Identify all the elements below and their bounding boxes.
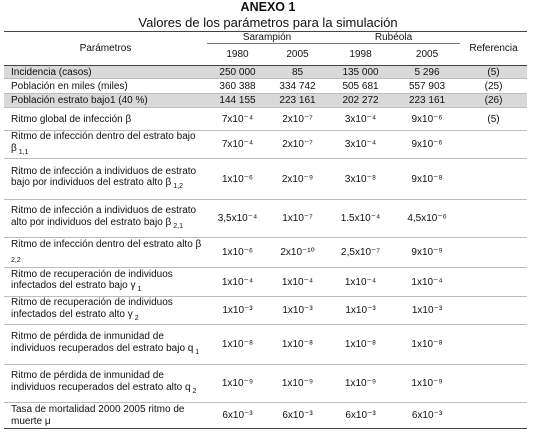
parameter-subscript: 2 <box>190 387 197 395</box>
header-year: 1980 <box>207 44 268 66</box>
value-cell: 223 161 <box>394 94 460 108</box>
value-cell: 1x10⁻³ <box>268 297 327 325</box>
value-cell: 9x10⁻⁶ <box>394 131 460 159</box>
value-cell: 85 <box>268 66 327 79</box>
value-cell: 3x10⁻⁴ <box>327 108 394 131</box>
value-cell: 1x10⁻⁸ <box>207 325 268 365</box>
value-cell: 1x10⁻⁹ <box>268 365 327 403</box>
value-cell: 6x10⁻³ <box>268 403 327 429</box>
value-cell: 1x10⁻⁸ <box>268 325 327 365</box>
value-cell: 2x10⁻⁷ <box>268 131 327 159</box>
value-cell: 3,5x10⁻⁴ <box>207 200 268 238</box>
reference-cell: (25) <box>460 79 527 94</box>
parameters-table <box>4 31 527 429</box>
header-year: 1998 <box>327 44 394 66</box>
table-row <box>4 365 527 403</box>
table-row <box>4 131 527 159</box>
parameter-label <box>4 403 207 429</box>
header-parametros: Parámetros <box>4 32 207 66</box>
value-cell: 1x10⁻⁹ <box>207 365 268 403</box>
table-heading <box>0 0 536 30</box>
value-cell: 1x10⁻⁹ <box>394 365 460 403</box>
parameter-subscript: 1 <box>193 348 200 356</box>
table-row <box>4 238 527 268</box>
value-cell: 2x10⁻¹⁰ <box>268 238 327 268</box>
value-cell: 1x10⁻⁷ <box>268 200 327 238</box>
parameter-text: Población estrato bajo1 (40 %) <box>11 95 148 107</box>
parameter-text: Ritmo de recuperación de individuos infectados del estrato alto γ <box>11 297 173 320</box>
reference-cell <box>460 297 527 325</box>
table-row <box>4 108 527 131</box>
parameter-subscript: 2,2 <box>11 257 21 265</box>
table-row <box>4 79 527 94</box>
table-row <box>4 268 527 297</box>
value-cell: 1x10⁻⁹ <box>327 365 394 403</box>
reference-cell <box>460 325 527 365</box>
value-cell: 3x10⁻⁴ <box>327 131 394 159</box>
value-cell: 557 903 <box>394 79 460 94</box>
reference-cell: (5) <box>460 108 527 131</box>
value-cell: 1x10⁻⁶ <box>207 238 268 268</box>
value-cell: 2x10⁻⁹ <box>268 159 327 200</box>
value-cell: 5 296 <box>394 66 460 79</box>
parameter-text: Ritmo de pérdida de inmunidad de individuos recuperados del estrato bajo q <box>11 331 194 354</box>
value-cell: 1x10⁻⁶ <box>207 159 268 200</box>
value-cell: 6x10⁻³ <box>394 403 460 429</box>
parameter-text: Ritmo de infección dentro del estrato alto β <box>11 238 202 250</box>
parameter-subscript: 2,1 <box>171 222 183 230</box>
table-row <box>4 200 527 238</box>
reference-cell: (5) <box>460 66 527 79</box>
reference-cell <box>460 365 527 403</box>
parameter-label <box>4 66 207 79</box>
parameter-label <box>4 131 207 159</box>
value-cell: 1x10⁻⁸ <box>327 325 394 365</box>
parameter-label <box>4 238 207 268</box>
reference-cell <box>460 159 527 200</box>
header-sarampion: Sarampión <box>207 32 327 44</box>
table-caption: Valores de los parámetros para la simulación <box>138 15 398 30</box>
table-row <box>4 403 527 429</box>
table-row <box>4 159 527 200</box>
parameter-text: Incidencia (casos) <box>11 66 92 78</box>
table-body <box>4 66 527 429</box>
parameter-text: Ritmo de infección a individuos de estrato bajo por individuos del estrato alto β <box>11 165 197 189</box>
value-cell: 360 388 <box>207 79 268 94</box>
parameter-text: Ritmo global de infección β <box>11 113 132 125</box>
value-cell: 1x10⁻⁴ <box>207 268 268 297</box>
value-cell: 7x10⁻⁴ <box>207 131 268 159</box>
reference-cell <box>460 268 527 297</box>
value-cell: 1x10⁻³ <box>207 297 268 325</box>
value-cell: 3x10⁻⁸ <box>327 159 394 200</box>
reference-cell <box>460 238 527 268</box>
table-row <box>4 66 527 79</box>
value-cell: 6x10⁻³ <box>207 403 268 429</box>
reference-cell <box>460 131 527 159</box>
parameter-text: Ritmo de infección a individuos de estrato alto por individuos del estrato bajo β <box>11 205 197 228</box>
parameter-subscript: 1,2 <box>171 183 183 191</box>
parameter-label <box>4 159 207 200</box>
value-cell: 1x10⁻⁴ <box>394 268 460 297</box>
value-cell: 223 161 <box>268 94 327 108</box>
parameter-label <box>4 365 207 403</box>
value-cell: 1.5x10⁻⁴ <box>327 200 394 238</box>
parameter-label <box>4 268 207 297</box>
reference-cell <box>460 403 527 429</box>
parameter-label <box>4 297 207 325</box>
table-row <box>4 94 527 108</box>
table-header <box>4 32 527 66</box>
value-cell: 6x10⁻³ <box>327 403 394 429</box>
parameter-subscript: 1,1 <box>16 148 29 156</box>
table-row <box>4 325 527 365</box>
value-cell: 2,5x10⁻⁷ <box>327 238 394 268</box>
parameter-text: Población en miles (miles) <box>11 80 128 92</box>
header-year: 2005 <box>268 44 327 66</box>
value-cell: 1x10⁻⁴ <box>268 268 327 297</box>
value-cell: 9x10⁻⁹ <box>394 238 460 268</box>
value-cell: 7x10⁻⁴ <box>207 108 268 131</box>
reference-cell <box>460 200 527 238</box>
value-cell: 250 000 <box>207 66 268 79</box>
table-row <box>4 297 527 325</box>
parameter-label <box>4 325 207 365</box>
value-cell: 144 155 <box>207 94 268 108</box>
parameter-text: Tasa de mortalidad 2000 2005 ritmo de muerte μ <box>11 404 185 427</box>
value-cell: 135 000 <box>327 66 394 79</box>
parameter-label <box>4 108 207 131</box>
parameter-label <box>4 200 207 238</box>
value-cell: 1x10⁻⁴ <box>327 268 394 297</box>
reference-cell: (26) <box>460 94 527 108</box>
value-cell: 1x10⁻³ <box>394 297 460 325</box>
value-cell: 1x10⁻³ <box>327 297 394 325</box>
header-rubeola: Rubéola <box>327 32 460 44</box>
parameter-subscript: 2 <box>132 314 139 322</box>
parameter-subscript: 1 <box>135 286 142 294</box>
parameter-label <box>4 79 207 94</box>
annex-title: ANEXO 1 <box>240 0 296 14</box>
value-cell: 505 681 <box>327 79 394 94</box>
value-cell: 2x10⁻⁷ <box>268 108 327 131</box>
header-year: 2005 <box>394 44 460 66</box>
value-cell: 1x10⁻⁸ <box>394 325 460 365</box>
value-cell: 9x10⁻⁸ <box>394 159 460 200</box>
header-referencia: Referencia <box>460 32 527 66</box>
parameter-text: Ritmo de pérdida de inmunidad de individuos recuperados del estrato alto q <box>11 370 191 393</box>
value-cell: 9x10⁻⁶ <box>394 108 460 131</box>
value-cell: 334 742 <box>268 79 327 94</box>
value-cell: 202 272 <box>327 94 394 108</box>
parameter-label <box>4 94 207 108</box>
parameter-text: Ritmo de infección dentro del estrato bajo β <box>11 131 196 154</box>
parameter-text: Ritmo de recuperación de individuos infectados del estrato bajo γ <box>11 268 173 292</box>
value-cell: 4,5x10⁻⁶ <box>394 200 460 238</box>
